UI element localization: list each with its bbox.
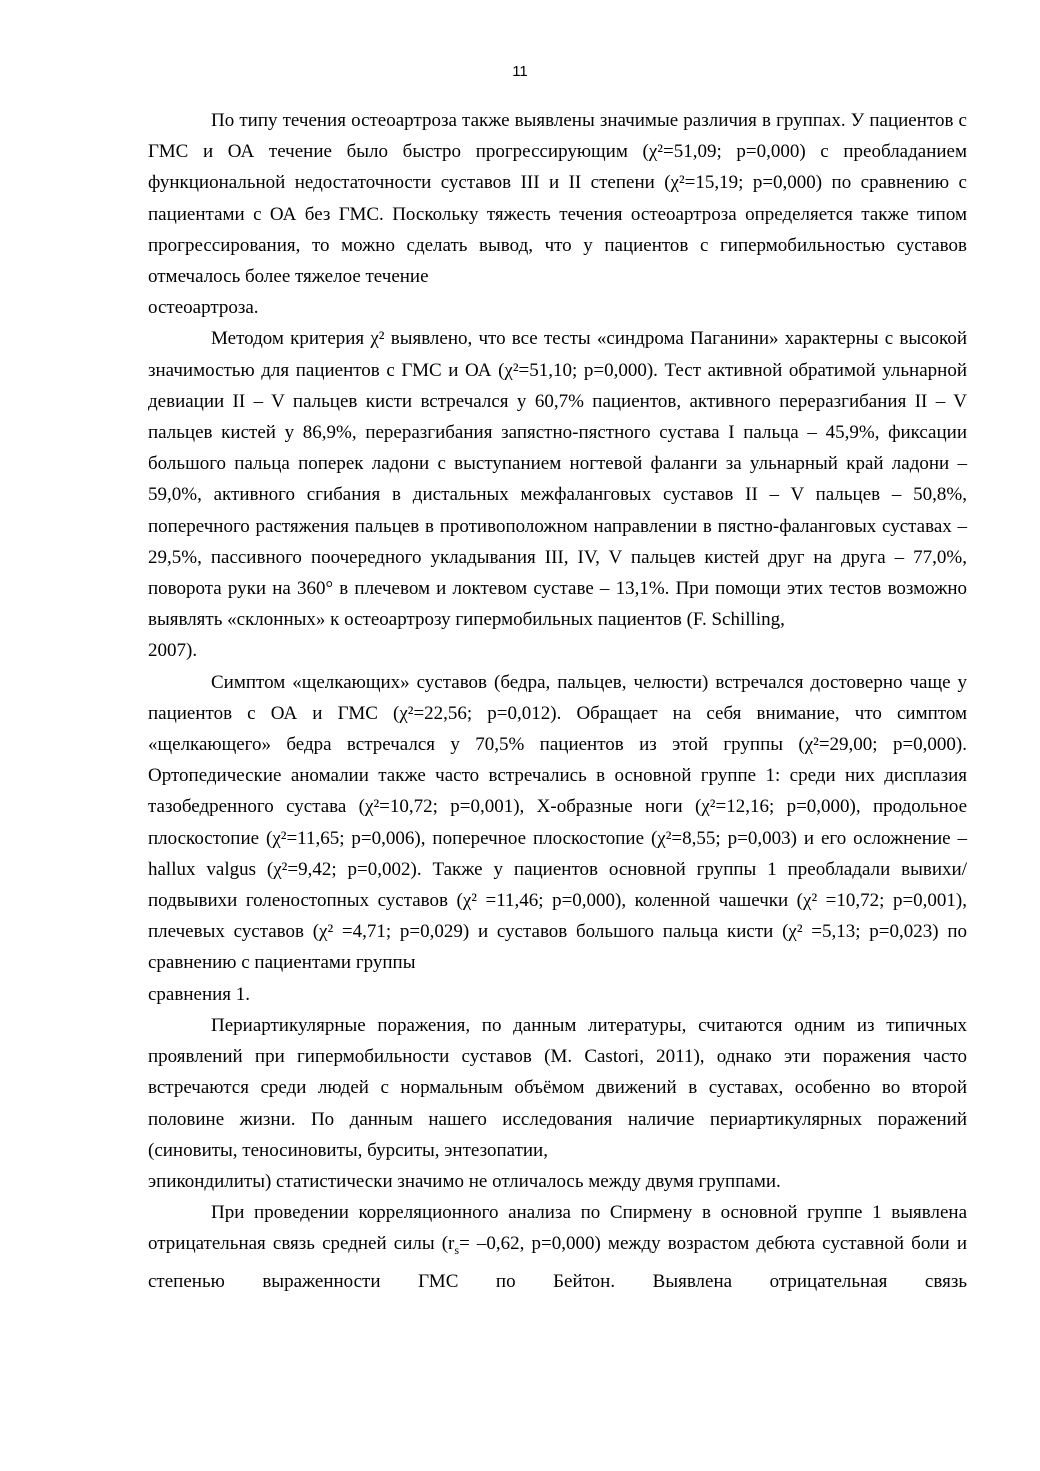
paragraph-course-type-end: остеоартроза.	[148, 297, 259, 319]
paragraph-clicking-joints: Симптом «щелкающих» суставов (бедра, пальцев, челюсти) встречался достоверно чаще у пациентов с ОА и ГМС (χ²=22,56; p=0,012). Обращает на себя внимание, что симптом «щелкающего» бедра встречался у 70,5% пациентов из этой группы (χ²=29,00; p=0,000). Ортопедические аномалии также часто встречались в основной группе 1: среди них дисплазия тазобедренного сустава (χ²=10,72; p=0,001), Х-образные ноги (χ²=12,16; p=0,000), продольное плоскостопие (χ²=11,65; p=0,006), поперечное плоскостопие (χ²=8,55; p=0,003) и его осложнение – hallux valgus (χ²=9,42; p=0,002). Также у пациентов основной группы 1 преобладали вывихи/подвывихи голеностопных суставов (χ² =11,46; p=0,000), коленной чашечки (χ² =10,72; p=0,001), плечевых суставов (χ² =4,71; p=0,029) и суставов большого пальца кисти (χ² =5,13; p=0,023) по сравнению с пациентами группы	[148, 671, 967, 974]
spearman-subscript: s	[454, 1243, 460, 1258]
paragraph-periarticular-end: эпикондилиты) статистически значимо не отличалось между двумя группами.	[148, 1170, 781, 1192]
page-number: 11	[512, 63, 528, 80]
paragraph-clicking-joints-end: сравнения 1.	[148, 983, 251, 1005]
paragraph-paganini-tests-end: 2007).	[148, 640, 198, 662]
spearman-text-end: = –0,62, p=0,000) между возрастом дебюта суставной боли и степенью выраженности ГМС по Бейтон. Выявлена отрицательная связь	[148, 1233, 968, 1293]
page-body	[148, 105, 967, 1298]
paragraph-spearman	[148, 1197, 967, 1297]
paragraph-periarticular: Периартикулярные поражения, по данным литературы, считаются одним из типичных проявлений при гипермобильности суставов (M. Castori, 2011), однако эти поражения часто встречаются среди людей с нормальным объёмом движений в суставах, особенно во второй половине жизни. По данным нашего исследования наличие периартикулярных поражений (синовиты, теносиновиты, бурситы, энтезопатии,	[148, 1014, 967, 1161]
spearman-text-start: При проведении корреляционного анализа по Спирмену в основной группе 1 выявлена отрицательная связь средней силы (r	[148, 1202, 967, 1255]
paragraph-course-type: По типу течения остеоартроза также выявлены значимые различия в группах. У пациентов с ГМС и ОА течение было быстро прогрессирующим (χ²=51,09; p=0,000) с преобладанием функциональной недостаточности суставов III и II степени (χ²=15,19; p=0,000) по сравнению с пациентами с ОА без ГМС. Поскольку тяжесть течения остеоартроза определяется также типом прогрессирования, то можно сделать вывод, что у пациентов с гипермобильностью суставов отмечалось более тяжелое течение	[148, 110, 967, 288]
paragraph-paganini-tests: Методом критерия χ² выявлено, что все тесты «синдрома Паганини» характерны с высокой значимостью для пациентов с ГМС и ОА (χ²=51,10; p=0,000). Тест активной обратимой ульнарной девиации II – V пальцев кисти встречался у 60,7% пациентов, активного переразгибания II – V пальцев кистей у 86,9%, переразгибания запястно-пястного сустава I пальца – 45,9%, фиксации большого пальца поперек ладони с выступанием ногтевой фаланги за ульнарный край ладони – 59,0%, активного сгибания в дистальных межфаланговых суставов II – V пальцев – 50,8%, поперечного растяжения пальцев в противоположном направлении в пястно-фаланговых суставах – 29,5%, пассивного поочередного укладывания III, IV, V пальцев кистей друг на друга – 77,0%, поворота руки на 360° в плечевом и локтевом суставе – 13,1%. При помощи этих тестов возможно выявлять «склонных» к остеоартрозу гипермобильных пациентов (F. Schilling,	[148, 328, 967, 631]
